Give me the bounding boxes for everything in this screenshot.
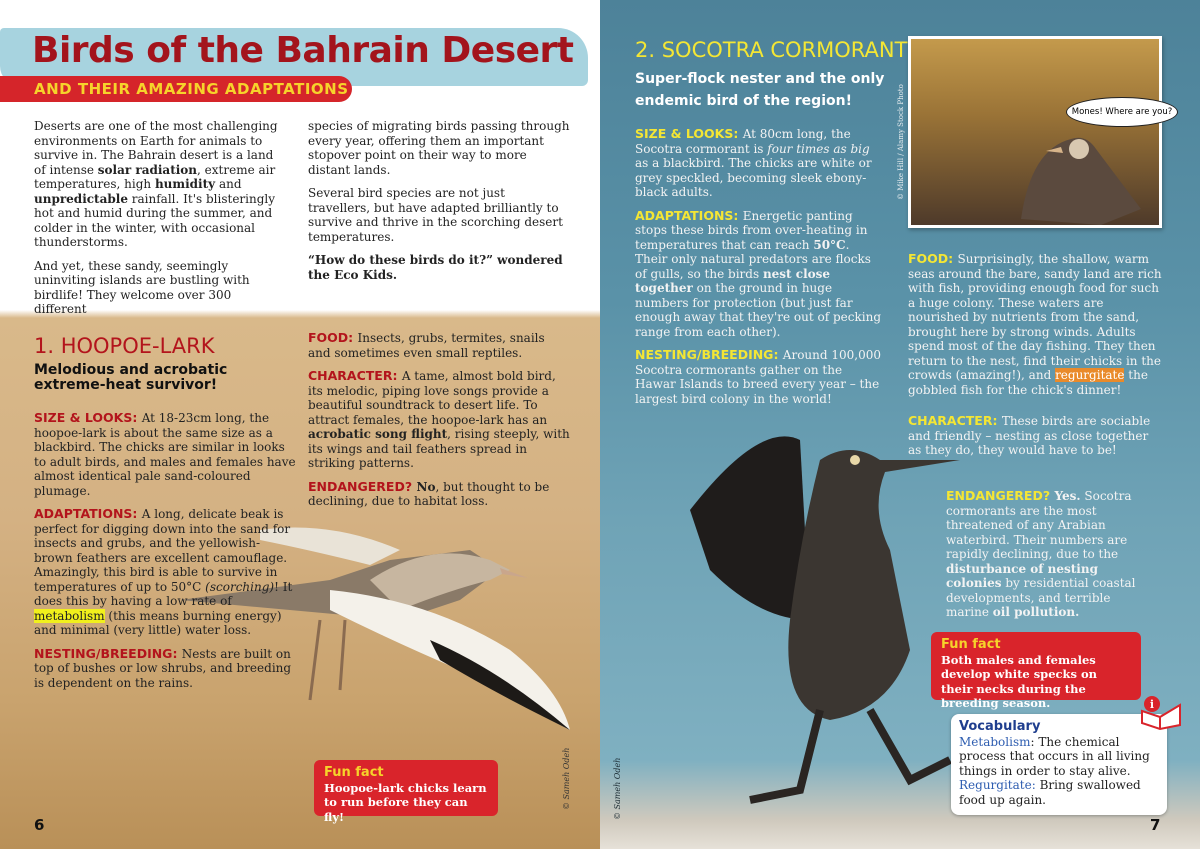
text-run: A long, delicate beak is perfect for digging down into the sand for insects and grubs, and the yellowish-brown feathers are excellent camouflage. Amazingly, this bird is able to survive in temperatures of up to 50°C [34, 507, 291, 594]
vocabulary-box [951, 714, 1167, 815]
section-tagline-hoopoe-lark: Melodious and acrobatic extreme-heat survivor! [34, 362, 228, 393]
photo-credit-left: © Sameh Odeh [562, 747, 571, 810]
cormorant-colony-illustration [908, 36, 1162, 228]
socotra-cormorant-photo [650, 420, 970, 820]
text-run: the gobbled fish for the chick's dinner! [908, 368, 1148, 397]
hoopoe-lark-column-1 [34, 411, 296, 690]
section-label: NESTING/BREEDING: [34, 645, 182, 661]
paragraph [635, 127, 885, 200]
section-label: FOOD: [908, 251, 958, 266]
vocabulary-term: Metabolism [959, 734, 1031, 749]
text-run: No [416, 479, 436, 494]
vocabulary-definition: Bring swallowed food up again. [959, 778, 1141, 807]
text-run: oil pollution. [992, 605, 1080, 619]
paragraph [308, 331, 570, 360]
text-run: These birds are sociable and friendly – nesting as close together as they do, they would have to be! [908, 414, 1151, 457]
intro-column-2 [308, 119, 570, 282]
text-run: disturbance of nesting colonies [946, 561, 1098, 590]
text-run: on the ground in huge numbers for protection (but just far enough away that they're out of pecking range from each other). [635, 281, 881, 339]
text-run: (scorching) [205, 579, 275, 594]
text-run: species of migrating birds passing through every year, offering them an important stopover point on their way to more distant lands. [308, 119, 570, 177]
section-label: ADAPTATIONS: [34, 506, 142, 521]
section-label: NESTING/BREEDING: [635, 347, 783, 362]
text-run: At 80cm long, the Socotra cormorant is [635, 127, 851, 156]
text-run: ! It does this by having a low rate of [34, 579, 293, 608]
paragraph [308, 369, 570, 471]
photo-credit-right: © Sameh Odeh [613, 757, 622, 820]
text-run: Nests are built on top of bushes or low shrubs, and breeding is dependent on the rains. [34, 646, 292, 690]
paragraph [34, 119, 284, 250]
text-run: nest close together [635, 266, 831, 295]
text-run: rainfall. It's blisteringly hot and humid during the summer, and colder in the winter, with occasional thunderstorms. [34, 191, 276, 249]
paragraph [34, 507, 296, 638]
page-number-right: 7 [1150, 816, 1161, 834]
text-run: and [215, 177, 242, 191]
text-run: humidity [154, 177, 216, 191]
text-run: Around 100,000 Socotra cormorants gather on the Hawar Islands to breed every year – the largest bird colony in the world! [635, 348, 881, 406]
fun-fact-text: Both males and females develop white specks on their necks during the breeding season. [941, 652, 1098, 710]
text-run: acrobatic song flight [308, 427, 448, 441]
fun-fact-title: Fun fact [941, 637, 1001, 652]
text-run: And yet, these sandy, seemingly uninviting islands are bustling with birdlife! They welcome over 300 different [34, 258, 250, 316]
text-run: “How do these birds do it?” wondered the Eco Kids. [308, 253, 563, 282]
paragraph [34, 411, 296, 498]
text-run: , rising steeply, with its wings and tail feathers spread in striking patterns. [308, 427, 570, 470]
paragraph [308, 186, 570, 244]
vocabulary-title: Vocabulary [959, 719, 1041, 734]
text-run: Insects, grubs, termites, snails and sometimes even small reptiles. [308, 331, 545, 360]
hoopoe-lark-column-2 [308, 331, 570, 509]
speech-bubble: Mones! Where are you? [1066, 97, 1178, 127]
text-run: unpredictable [34, 191, 128, 206]
fun-fact-title: Fun fact [324, 765, 384, 780]
text-run: A tame, almost bold bird, its melodic, piping love songs provide a beautiful soundtrack to desert life. To attract females, the hoopoe-lark has an [308, 369, 556, 427]
section-label: CHARACTER: [908, 413, 1002, 428]
paragraph [308, 119, 570, 177]
paragraph [635, 348, 885, 406]
illustration-credit: © Mike Hill / Alamy Stock Photo [897, 84, 905, 200]
text-run: 50°C [813, 237, 846, 252]
paragraph [308, 480, 570, 509]
vocabulary-term: Regurgitate: [959, 778, 1036, 792]
fun-fact-text: Hoopoe-lark chicks learn to run before they can fly! [324, 780, 487, 824]
fun-fact-cormorant [931, 632, 1141, 710]
paragraph [308, 253, 570, 282]
text-run: Energetic panting stops these birds from over-heating in temperatures that can reach [635, 208, 868, 252]
text-run: Surprisingly, the shallow, warm seas around the bare, sandy land are rich with fish, providing enough food for such a huge colony. These waters are nourished by nutrients from the sand, brought here by strong winds. Adults spend most of the day fishing. They then return to the nest, find their chicks in the crowds (amazing!), and [908, 252, 1162, 382]
section-label: ENDANGERED? [308, 478, 417, 494]
page-subtitle: AND THEIR AMAZING ADAPTATIONS [34, 80, 349, 98]
paragraph [34, 259, 284, 317]
text-run: Deserts are one of the most challenging environments on Earth for animals to survive in. The Bahrain desert is a land of intense [34, 119, 278, 177]
section-label: SIZE & LOOKS: [635, 126, 743, 141]
text-run: At 18-23cm long, the hoopoe-lark is about the same size as a blackbird. The chicks are similar in looks to adult birds, and males and females have almost identical pale sand-coloured plumage. [34, 411, 296, 498]
text-run: Yes. [1054, 489, 1081, 503]
cormorant-endangered [946, 489, 1156, 620]
section-title-socotra-cormorant: 2. SOCOTRA CORMORANT [635, 38, 908, 62]
section-label: SIZE & LOOKS: [34, 410, 142, 425]
cormorant-column-1 [635, 127, 885, 406]
text-run: , but thought to be declining, due to habitat loss. [308, 479, 550, 508]
section-label: FOOD: [308, 330, 358, 345]
text-run: solar radiation [97, 162, 198, 177]
intro-column-1 [34, 119, 284, 317]
info-book-icon [1138, 695, 1184, 731]
text-run: Several bird species are not just travellers, but have adapted brilliantly to survive and thrive in the scorching desert temperatures. [308, 186, 563, 244]
text-run: by residential coastal developments, and terrible marine [946, 576, 1136, 619]
section-label: ADAPTATIONS: [635, 207, 743, 223]
page-number-left: 6 [34, 816, 45, 834]
text-run: (this means burning energy) and minimal (very little) water loss. [34, 608, 282, 637]
page-title: Birds of the Bahrain Desert [32, 30, 574, 71]
section-label: CHARACTER: [308, 368, 402, 383]
section-title-hoopoe-lark: 1. HOOPOE-LARK [34, 334, 215, 358]
vocabulary-entry [959, 778, 1159, 807]
text-run: . Their only natural predators are flocks of gulls, so the birds [635, 237, 871, 281]
vocabulary-definition: : The chemical process that occurs in all living things in order to stay alive. [959, 734, 1150, 778]
paragraph [635, 209, 885, 340]
text-run: regurgitate [1055, 368, 1125, 382]
text-run: four times as big [767, 141, 870, 156]
text-run: Socotra cormorants are the most threatened of any Arabian waterbird. Their numbers are rapidly declining, due to the [946, 489, 1132, 561]
fun-fact-hoopoe-lark [314, 760, 498, 824]
svg-text:i: i [1149, 698, 1155, 711]
section-tagline-socotra-cormorant: Super-flock nester and the only endemic bird of the region! [635, 71, 885, 109]
text-run: , extreme air temperatures, high [34, 162, 276, 191]
cormorant-food [908, 252, 1168, 397]
text-run: metabolism [34, 608, 105, 623]
vocabulary-entry [959, 735, 1159, 779]
text-run: as a blackbird. The chicks are white or grey speckled, becoming sleek ebony-black adults. [635, 156, 872, 199]
paragraph [34, 647, 296, 691]
section-label: ENDANGERED? [946, 488, 1055, 503]
